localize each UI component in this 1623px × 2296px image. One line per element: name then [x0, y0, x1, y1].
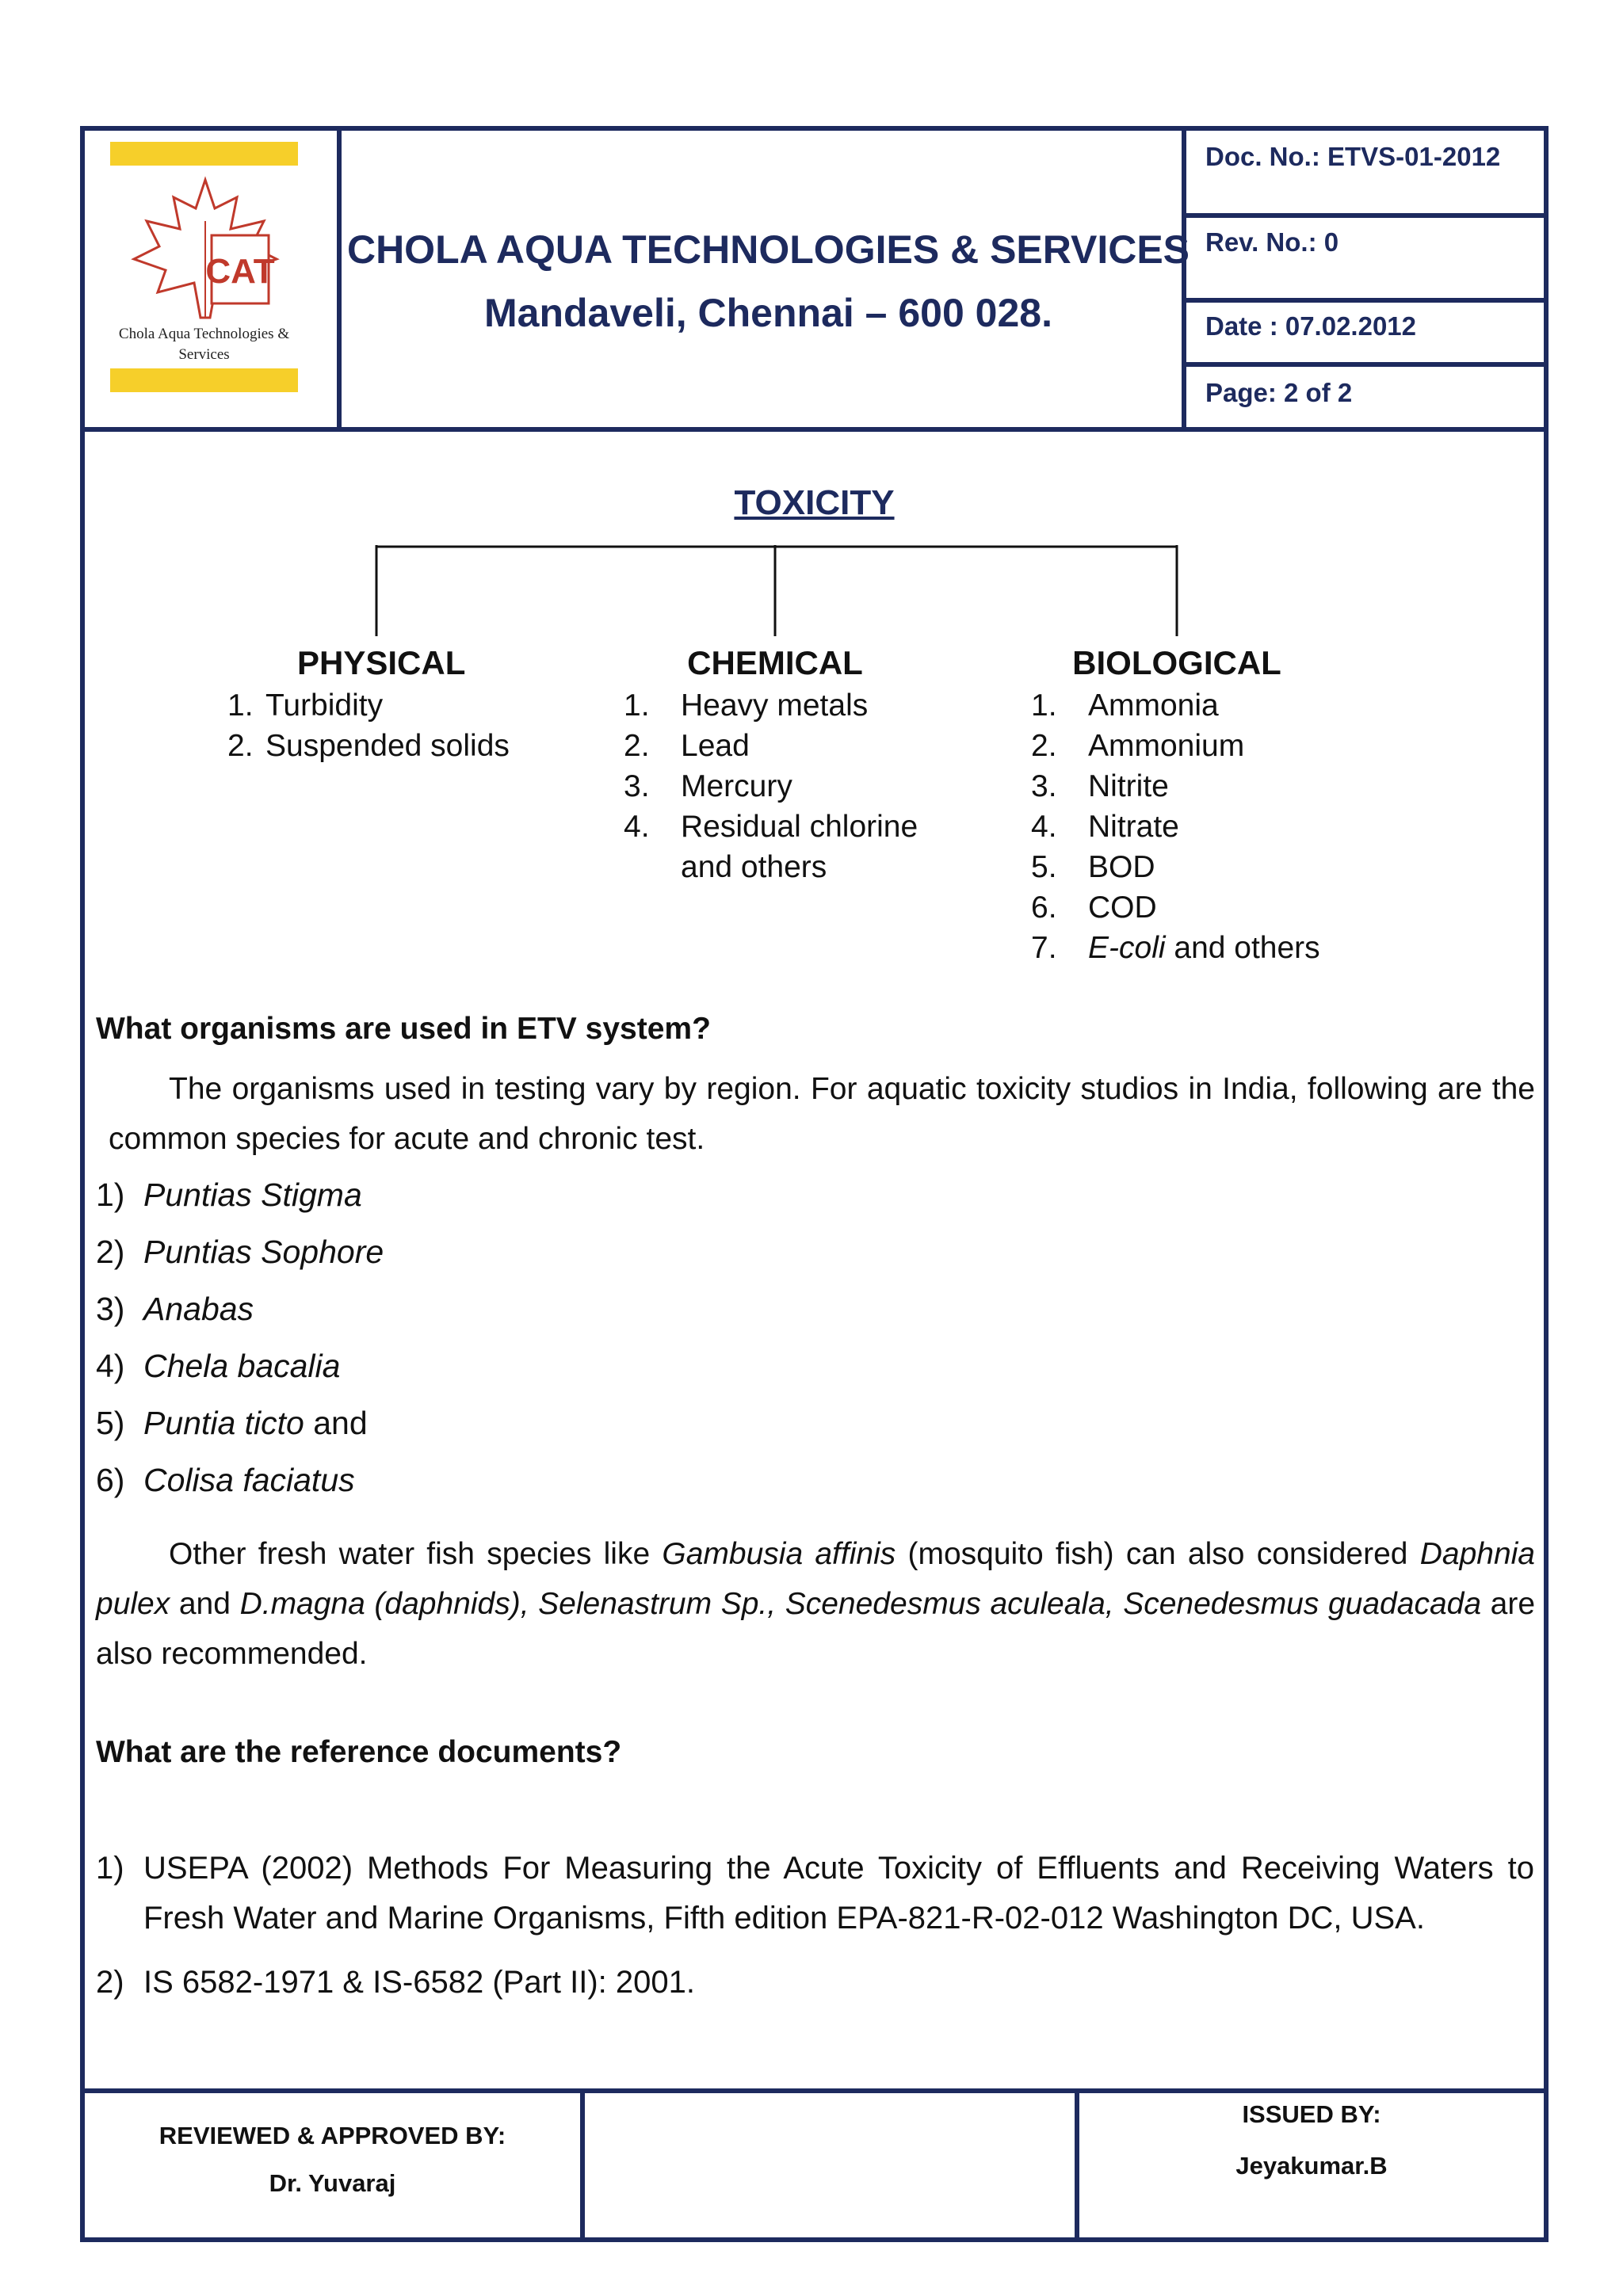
logo-name-line2: Services [178, 346, 230, 363]
chemical-heading: CHEMICAL [687, 644, 863, 681]
list-item [1031, 887, 1396, 928]
other-italic: D.magna (daphnids), Selenastrum Sp., Scenedesmus aculeala, Scenedesmus guadacada [239, 1587, 1482, 1621]
list-text: and others [681, 850, 827, 884]
reference-number: 2) [96, 1965, 124, 2000]
ecoli-term: E-coli [1088, 931, 1166, 965]
species-name: Colisa faciatus [143, 1462, 355, 1498]
doc-number: Doc. No.: ETVS-01-2012 [1205, 142, 1501, 171]
list-item [1031, 928, 1396, 968]
list-text: Nitrite [1088, 769, 1169, 803]
list-text: Turbidity [265, 688, 384, 723]
list-text: Heavy metals [681, 688, 869, 723]
species-item [96, 1405, 384, 1462]
species-name: Puntias Sophore [143, 1234, 384, 1270]
list-item [1031, 766, 1396, 807]
list-text: Lead [681, 729, 750, 763]
list-text: COD [1088, 891, 1157, 925]
list-item [1031, 726, 1396, 766]
species-name: Anabas [143, 1291, 254, 1327]
physical-list [227, 685, 544, 766]
species-item [96, 1462, 384, 1519]
list-item [1031, 847, 1396, 887]
species-item [96, 1234, 384, 1291]
other-italic: Daphnia pulex [96, 1537, 1535, 1621]
species-number: 4) [96, 1348, 125, 1384]
revision-number: Rev. No.: 0 [1205, 227, 1339, 257]
list-text: Mercury [681, 769, 792, 803]
list-number: 6. [1031, 891, 1057, 925]
list-item [624, 685, 957, 726]
issuer-name: Jeyakumar.B [1235, 2152, 1388, 2180]
reviewed-label: REVIEWED & APPROVED BY: [158, 2122, 506, 2149]
reference-item [96, 1958, 1534, 2008]
list-item [624, 847, 957, 887]
organisms-intro: The organisms used in testing vary by region. For aquatic toxicity studios in India, following are the common species for acute and chronic test. [109, 1072, 1535, 1156]
list-number: 1. [227, 688, 254, 723]
list-item [227, 726, 544, 766]
other-species-paragraph [96, 1529, 1535, 1679]
list-text: Residual chlorine [681, 810, 918, 844]
species-number: 6) [96, 1462, 125, 1498]
list-text: Ammonia [1088, 688, 1219, 723]
footer-top-border [85, 2088, 1544, 2093]
list-number: 2. [1031, 729, 1057, 763]
list-item [624, 726, 957, 766]
list-number: 4. [624, 810, 650, 844]
list-item [624, 807, 957, 847]
biological-list [1031, 685, 1396, 968]
list-number: 1. [1031, 688, 1057, 723]
species-name: Chela bacalia [143, 1348, 341, 1384]
document-date: Date : 07.02.2012 [1205, 311, 1417, 341]
list-number: 2. [227, 729, 254, 763]
references-question: What are the reference documents? [96, 1735, 622, 1769]
list-number: 7. [1031, 931, 1057, 965]
species-number: 5) [96, 1405, 125, 1441]
list-number: 2. [624, 729, 650, 763]
list-number: 3. [1031, 769, 1057, 803]
list-text [1088, 928, 1320, 968]
and-others-text: and others [1174, 931, 1320, 965]
chemical-list [624, 685, 957, 887]
biological-heading: BIOLOGICAL [1072, 644, 1281, 681]
reference-item [96, 1844, 1534, 1943]
other-text: and [170, 1587, 240, 1621]
list-text: Ammonium [1088, 729, 1245, 763]
list-number: 3. [624, 769, 650, 803]
company-name: CHOLA AQUA TECHNOLOGIES & SERVICES [346, 227, 1190, 272]
list-item [1031, 807, 1396, 847]
logo-name-line1: Chola Aqua Technologies & [118, 326, 290, 342]
species-number: 3) [96, 1291, 125, 1327]
list-item [227, 685, 544, 726]
list-item [1031, 685, 1396, 726]
species-name: Puntias Stigma [143, 1177, 362, 1213]
species-item [96, 1348, 384, 1405]
organisms-question: What organisms are used in ETV system? [96, 1012, 711, 1046]
species-name: Puntia ticto [143, 1405, 304, 1441]
reference-text: USEPA (2002) Methods For Measuring the Acute Toxicity of Effluents and Receiving Waters to Fresh Water and Marine Organisms, Fifth edition EPA-821-R-02-012 Washington DC, USA. [143, 1851, 1534, 1936]
physical-heading: PHYSICAL [297, 644, 466, 681]
list-number: 5. [1031, 850, 1057, 884]
document-frame [80, 126, 1549, 2242]
footer-divider-left [580, 2088, 585, 2237]
species-number: 1) [96, 1177, 125, 1213]
list-text: BOD [1088, 850, 1155, 884]
company-address: Mandaveli, Chennai – 600 028. [484, 291, 1052, 335]
list-text: Nitrate [1088, 810, 1179, 844]
reviewer-name: Dr. Yuvaraj [269, 2169, 396, 2197]
references-list [96, 1844, 1534, 2022]
species-list [96, 1177, 384, 1519]
species-number: 2) [96, 1234, 125, 1270]
other-text: Other fresh water fish species like [169, 1537, 663, 1571]
reference-text: IS 6582-1971 & IS-6582 (Part II): 2001. [143, 1965, 695, 2000]
page-number: Page: 2 of 2 [1205, 378, 1353, 407]
reference-number: 1) [96, 1851, 124, 1886]
species-item [96, 1291, 384, 1348]
logo-initials: CAT [205, 252, 275, 291]
other-italic: Gambusia affinis [662, 1537, 896, 1571]
issued-label: ISSUED BY: [1242, 2100, 1381, 2128]
species-suffix: and [304, 1405, 368, 1441]
other-text: are also recommended. [96, 1587, 1536, 1671]
toxicity-title: TOXICITY [734, 483, 895, 522]
species-item [96, 1177, 384, 1234]
list-item [624, 766, 957, 807]
list-number: 4. [1031, 810, 1057, 844]
list-number: 1. [624, 688, 650, 723]
other-text: (mosquito fish) can also considered [896, 1537, 1420, 1571]
list-text: Suspended solids [265, 729, 510, 763]
